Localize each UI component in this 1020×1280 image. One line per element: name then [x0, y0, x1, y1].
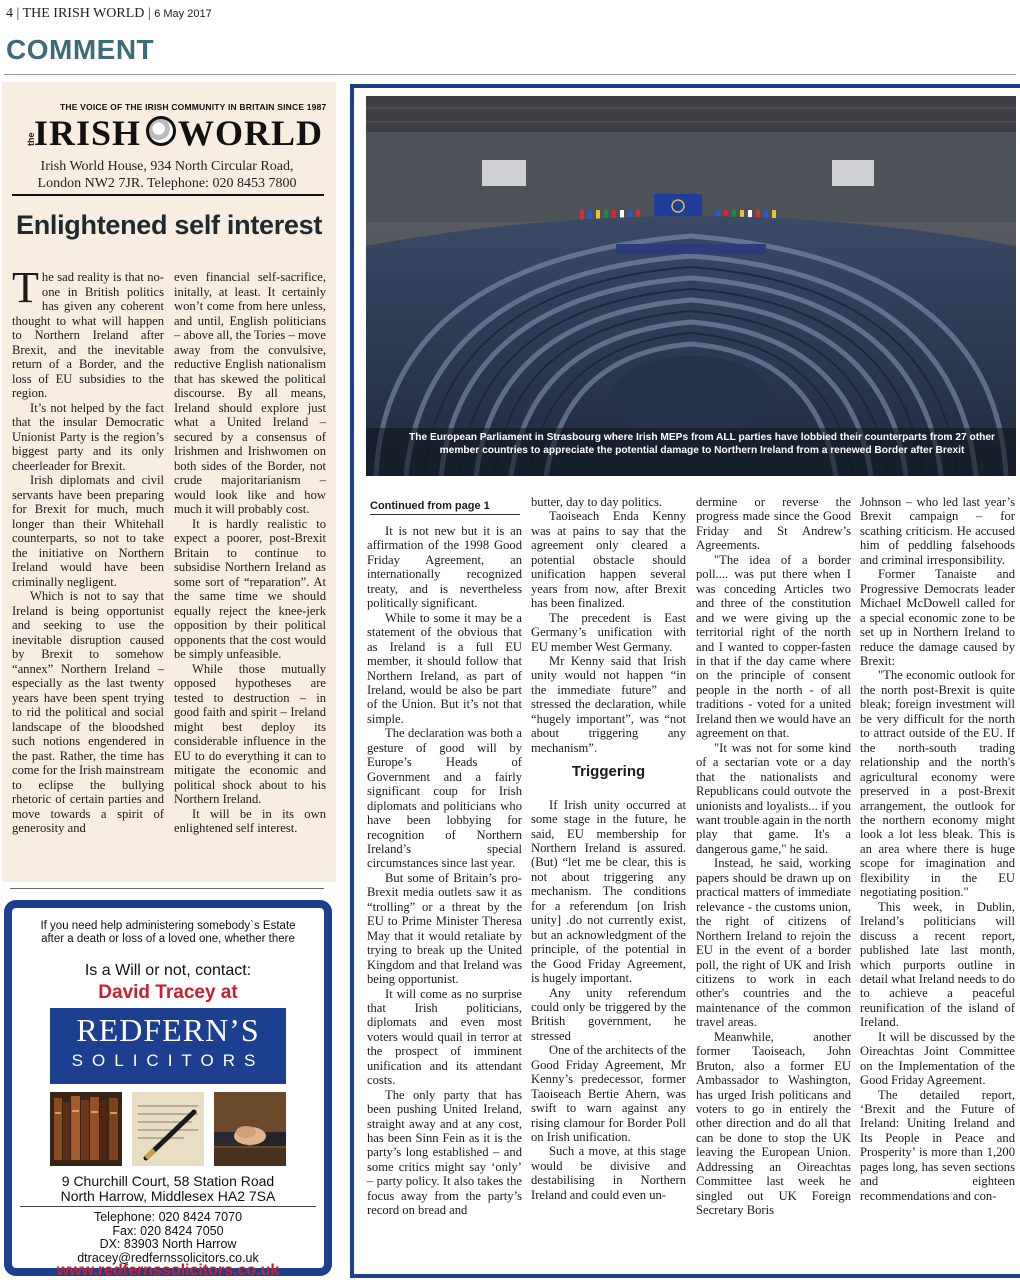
masthead-rule: [12, 194, 324, 196]
editorial-end-rule: [10, 888, 324, 889]
paragraph: It will be discussed by the Oireachtas Joint Committee on the Implementation of the Good Friday Agreement.: [860, 1029, 1015, 1088]
paragraph: Johnson – who led last year’s Brexit campaign – for scathing criticism. He accused him of peddling falsehoods and criminal irresponsibility.: [860, 495, 1015, 567]
section-title: COMMENT: [6, 34, 155, 65]
paragraph: dermine or reverse the progress made since the Good Friday and St Andrew’s Agreements.: [696, 495, 851, 553]
ad-email[interactable]: dtracey@redfernssolicitors.co.uk: [77, 1250, 259, 1265]
ad-intro: If you need help administering somebody`s Estate after a death or loss of a loved one, whether there: [40, 920, 296, 945]
top-rule: [4, 74, 1016, 75]
parliament-chamber-image: [366, 96, 1016, 476]
article-column-2: [531, 495, 686, 1202]
paragraph: The detailed report, ‘Brexit and the Future of Ireland: Uniting Ireland and Its People in Peace and Prosperity’ is more than 1,200 pages long, has seven sections and eighteen recommendations and con-: [860, 1087, 1015, 1203]
paper-name: THE IRISH WORLD: [22, 6, 145, 21]
ad-website-link[interactable]: www.redfernssolicitors.co.uk: [56, 1262, 280, 1279]
article-column-3: [696, 495, 851, 1218]
page-number: 4: [6, 6, 13, 21]
paragraph: Taoiseach Enda Kenny was at pains to say that the agreement only cleared a potential obstacle should unification happen several years from now, after Brexit has been finalized.: [531, 509, 686, 611]
paragraph: It is hardly realistic to expect a poorer, post-Brexit Britain to continue to subsidise Northern Ireland as some sort of “reparation”. At the same time we should equally reject the knee-jerk opposition by their political opponents that the cost would be simply unfeasible.: [174, 516, 326, 661]
paragraph: butter, day to day politics.: [531, 495, 663, 509]
running-head: 4 | THE IRISH WORLD | 6 May 2017: [6, 6, 212, 21]
paragraph: The precedent is East Germany’s unification with EU member West Germany.: [531, 610, 686, 654]
paragraph: Mr Kenny said that Irish unity would not happen “in the immediate future” and stressed the declaration, while “hugely important”, was “not about triggering any mechanism”.: [531, 653, 686, 755]
editorial-column-2: [174, 270, 326, 836]
continued-label: Continued from page 1: [370, 500, 520, 515]
paragraph: "The economic outlook for the north post-Brexit is quite bleak; foreign investment will be very difficult for the north to attract outside of the EU. If the north-south trading relationship and the north's agricultural economy were preserved in a post-Brexit arrangement, the outlook for the northern economy might look a lot less bleak. This is an area where there is huge scope for imagination and flexibility in the EU negotiating position.": [860, 668, 1015, 900]
paragraph: While those mutually opposed hypotheses are tested to destruction – in good faith and spirit – Ireland might best deploy its considerable influence in the EU to do everything it can to mitigate the economic and political shock about to his Northern Ireland.: [174, 661, 326, 806]
paragraph: The declaration was both a gesture of good will by Europe’s Heads of Government and a fairly significant coup for Irish diplomats and politicians who have been lobbying for recognition of Northern Ireland’s special circumstances since last year.: [367, 726, 522, 871]
editorial-column-1: [12, 263, 164, 836]
article-column-1: [367, 524, 522, 1218]
logo-subtitle: SOLICITORS: [71, 1051, 265, 1070]
handshake-image: [214, 1092, 286, 1166]
ad-contact-name: David Tracey at: [98, 982, 238, 1003]
paragraph: But some of Britain’s pro-Brexit media outlets saw it as “trolling” or a threat by the EU to Prime Minister Theresa May that it would retaliate by trying to break up the United Kingdom and that Ireland was being opportunist.: [367, 870, 522, 987]
masthead-the: the: [26, 132, 36, 146]
ad-telephone: Telephone: 020 8424 7070: [93, 1210, 243, 1224]
editorial-headline: Enlightened self interest: [16, 210, 323, 240]
paragraph-text: he sad reality is that no-one in British politics has given any coherent thought to what will happen to Northern Ireland after Brexit, and the inevitable return of a Border, and the loss of EU subsidies to the region.: [12, 270, 164, 400]
paragraph: It will come as no surprise that Irish politicians, diplomats and even most voters would quail in terror at the prospect of imminent unification and its attendant costs.: [367, 986, 522, 1088]
ad-fax: Fax: 020 8424 7050: [112, 1223, 224, 1238]
paragraph: Such a move, at this stage would be divisive and destabilising in Northern Ireland and could even un-: [531, 1144, 686, 1202]
ad-image-strip: [50, 1092, 286, 1166]
paragraph: "The idea of a border poll.... was put there when I was conceding Articles two and three of the constitution and we were giving up the territorial right of the north and I wanted to copper-fasten in that if the day came where on the principle of consent people in the north - of all traditions - voted for a united Ireland then we would have an agreement on that.: [696, 552, 851, 741]
parliament-photo: [366, 96, 1016, 476]
paragraph: Which is not to say that Ireland is being opportunist and seeking to use the inevitable disruption caused by Brexit to somehow “annex” Northern Ireland – especially as the last twenty years have been spent trying to rid the political and social landscape of the bloodshed such notions engendered in the past. Rather, the time has come for the Irish mainstream to eclipse the bullying rhetoric of certain parties and move towards a spirit of generosity and: [12, 589, 164, 835]
ad-address-line-1: 9 Churchill Court, 58 Station Road: [61, 1173, 275, 1189]
paragraph: Instead, he said, working papers should be drawn up on practical matters of immediate relevance - the customs union, the right of citizens of Northern Ireland to rejoin the EU in the event of a border poll, the right of UK and Irish citizens to work in each other's countries and the maintenance of the common travel areas.: [696, 856, 851, 1030]
drop-cap: T: [12, 263, 39, 312]
pen-document-image: [132, 1092, 204, 1166]
paragraph: One of the architects of the Good Friday Agreement, Mr Kenny’s predecessor, former Taoiseach Bertie Ahern, was swift to warn against any rising clamour for Border Poll on Irish unification.: [531, 1043, 686, 1145]
paragraph: even financial self-sacrifice, initally, at least. It certainly won’t come from here unless, and until, English politicians – above all, the Tories – move away from the convulsive, reductive English nationalism that has skewed the political discourse. By all means, Ireland should explore just what a United Ireland – secured by a consensus of Irishmen and Irishwomen on both sides of the Border, not crude majoritarianism – would look like and how much it will probably cost.: [174, 270, 326, 516]
masthead-logo: [26, 112, 326, 152]
bookshelf-image: [50, 1092, 122, 1166]
paragraph: Former Tanaiste and Progressive Democrats leader Michael McDowell called for a special economic zone to be set up in Northern Ireland to reduce the damage caused by Brexit:: [860, 567, 1015, 668]
paragraph: [12, 263, 164, 401]
ad-address: [12, 1174, 324, 1204]
paragraph: The only party that has been pushing United Ireland, straight away and at any cost, has been Sinn Fein as it is the party’s long established – and some critics might say ‘only’ – party policy. It also takes the focus away from the party’s record on bread and: [367, 1087, 522, 1218]
paragraph: While to some it may be a statement of the obvious that as Ireland is a full EU member, it should follow that Northern Ireland, as part of Ireland, would be also be part of the Union. But it’s not that simple.: [367, 610, 522, 726]
address-line-1: Irish World House, 934 North Circular Road,: [40, 159, 294, 174]
paragraph: It is not new but it is an affirmation of the 1998 Good Friday Agreement, an internationally recognized treaty, and is nevertheless politically significant.: [367, 524, 522, 611]
logo-name: REDFERN’S: [76, 1012, 260, 1048]
masthead-word-irish: IRISH: [34, 113, 142, 153]
issue-date: 6 May 2017: [154, 8, 212, 20]
redferns-logo: [50, 1008, 286, 1084]
paragraph: Any unity referendum could only be triggered by the British government, he stressed: [531, 985, 686, 1043]
masthead-tagline: THE VOICE OF THE IRISH COMMUNITY IN BRITAIN SINCE 1987: [60, 102, 327, 112]
globe-icon: [146, 116, 176, 146]
ad-dx: DX: 83903 North Harrow: [99, 1237, 237, 1251]
photo-caption: The European Parliament in Strasbourg where Irish MEPs from ALL parties have lobbied their counterparts from 27 other member countries to appreciate the potential damage to Northern Ireland from a renewed Border after Brexit: [409, 432, 995, 456]
paragraph: "It was not for some kind of a sectarian vote or a day that the nationalists and Republicans could outvote the unionists and loyalists... if you want trouble again in the north play that game. It's a dangerous game," he said.: [696, 740, 851, 856]
ad-divider: [20, 1206, 316, 1207]
address-line-2: London NW2 7JR. Telephone: 020 8453 7800: [37, 176, 297, 191]
article-column-4: [860, 495, 1015, 1203]
masthead-word-world: WORLD: [178, 113, 324, 153]
ad-phone-block: [12, 1211, 324, 1265]
paragraph: If Irish unity occurred at some stage in the future, he said, EU membership for Northern Ireland is assured. (But) “let me be clear, this is not about triggering any mechanism. The conditions for a referendum [on Irish unity] .do not currently exist, but an acknowledgment of the principle, of the potential in the Good Friday Agreement, is hugely important.: [531, 797, 686, 986]
editorial-panel: [2, 82, 336, 882]
ad-address-line-2: North Harrow, Middlesex HA2 7SA: [60, 1188, 276, 1204]
masthead-address: [2, 158, 332, 192]
solicitors-advert: [4, 900, 332, 1279]
paragraph: Meanwhile, another former Taoiseach, John Bruton, also a former EU Ambassador to Washington, has urged Irish politicans and voters to go in entirely the other direction and do all that can be done to stop the UK leaving the European Union. Addressing an Oireachtas Committee last week he singled out UK Foreign Secretary Boris: [696, 1029, 851, 1218]
paragraph: It’s not helped by the fact that the insular Democratic Unionist Party is the region’s biggest party and its only cheerleader for Brexit.: [12, 400, 164, 473]
paragraph: It will be in its own enlightened self interest.: [174, 806, 326, 835]
ad-contact: Is a Will or not, contact:: [84, 962, 252, 979]
paragraph: Irish diplomats and civil servants have been preparing for Brexit for much, much longer than their Whitehall counterparts, so not to take the initiative on Northern Ireland would have been criminally negligent.: [12, 473, 164, 589]
subheading-triggering: Triggering: [571, 763, 646, 781]
paragraph: This week, in Dublin, Ireland’s politicians will discuss a recent report, published late last month, which purports outline in detail what Ireland needs to do to achieve a peaceful reunification of the island of Ireland.: [860, 899, 1015, 1030]
